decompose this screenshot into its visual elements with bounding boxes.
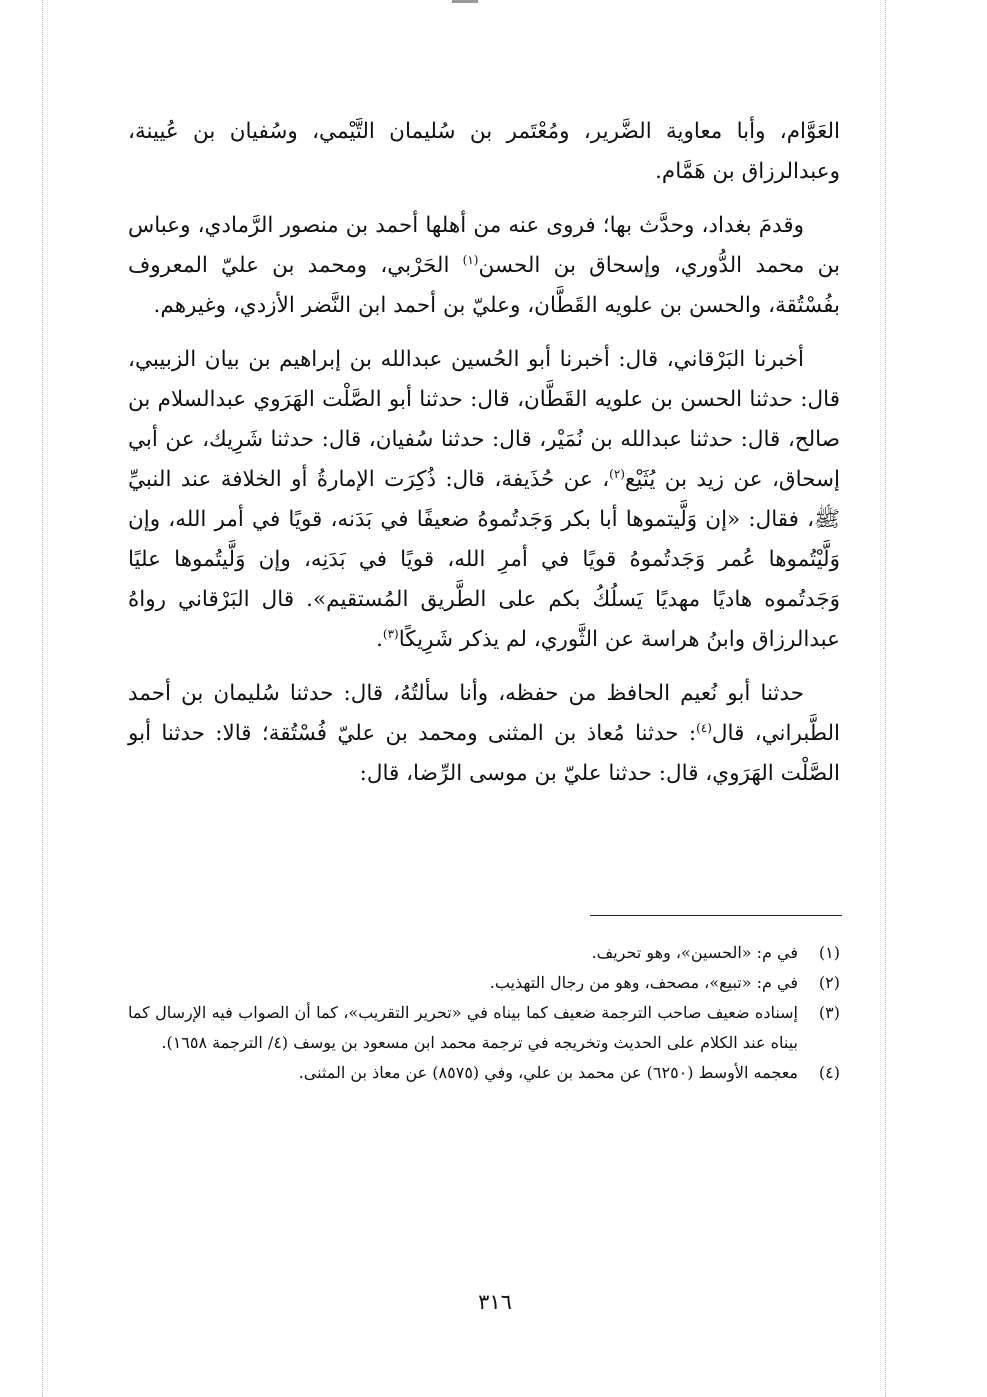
paragraph-4-text-b: : حدثنا مُعاذ بن المثنى ومحمد بن عليّ فُسْتُقة؛ قالا: حدثنا أبو الصَّلْت الهَرَوي، قال: حدثنا عليّ بن موسى الرِّضا، قال: [128, 721, 840, 786]
paragraph-3 [128, 340, 840, 660]
page-number: ٣١٦ [478, 1290, 512, 1314]
paragraph-3-text-b: ، عن حُذَيفة، قال: ذُكِرَت الإمارةُ أو الخلافة عند النبيِّ ﷺ، فقال: «إن وَلَّيتموها أبا بكر وَجَدتُموهُ ضعيفًا في بَدَنه، قويًا في أمر الله، وإن وَلَّيْتُموها عُمر وَجَدتُموهُ قويًا في أمرِ الله، قويًا في بَدَنِه، وإن وَلَّيتُموها عليًا وَجَدتُموه هاديًا مهديًا يَسلُكُ بكم على الطَّريق المُستقيم». قال البَرْقاني رواهُ عبدالرزاق وابنُ هراسة عن الثَّوري، لم يذكر شَرِيكًا [128, 467, 840, 652]
scan-guide-right [885, 0, 886, 1397]
footnote-2-number: (٢) [818, 973, 840, 992]
paragraph-2-text-a: وقدمَ بغداد، وحدَّث بها؛ فروى عنه من أهلها أحمد بن منصور الرَّمادي، وعباس بن محمد الدُّوري، وإسحاق بن الحسن [128, 213, 840, 278]
paragraph-2-text-b: الحَرْبي، ومحمد بن عليّ المعروف بفُسْتُقة، والحسن بن علويه القَطَّان، وعليّ بن أحمد ابن النَّضر الأزدي، وغيرهم. [128, 253, 840, 318]
footnote-4-number: (٤) [818, 1063, 840, 1082]
paragraph-1 [128, 112, 840, 192]
footnote-4 [128, 1058, 840, 1088]
paragraph-2 [128, 206, 840, 326]
footnote-3-text: إسناده ضعيف صاحب الترجمة ضعيف كما بيناه في «تحرير التقريب»، كما أن الصواب فيه الإرسال كما بيناه عند الكلام على الحديث وتخريجه في ترجمة محمد ابن مسعود بن يوسف (٤/ الترجمة ١٦٥٨). [128, 1003, 798, 1052]
paragraph-4-text-a: حدثنا أبو نُعيم الحافظ من حفظه، وأنا سألتُهُ، قال: حدثنا سُليمان بن أحمد الطَّبراني، قال [128, 681, 840, 746]
main-text [128, 112, 840, 808]
footnotes [128, 938, 840, 1088]
footnote-1 [128, 938, 840, 968]
footnote-separator [590, 915, 842, 916]
footnote-4-text: معجمه الأوسط (٦٢٥٠) عن محمد بن علي، وفي (٨٥٧٥) عن معاذ بن المثنى. [298, 1063, 798, 1082]
paragraph-1-text: العَوَّام، وأبا معاوية الضَّرير، ومُعْتَمر بن سُليمان التَّيْمي، وسُفيان بن عُيينة، وعبدالرزاق بن هَمَّام. [128, 119, 840, 184]
footnote-ref-4[interactable]: (٤) [696, 720, 712, 735]
footnote-2 [128, 968, 840, 998]
footnote-3 [128, 998, 840, 1058]
scan-guide-left [42, 0, 43, 1397]
paragraph-3-text-a: أخبرنا البَرْقاني، قال: أخبرنا أبو الحُسين عبدالله بن إبراهيم بن بيان الزبيبي، قال: حدثنا الحسن بن علويه القَطَّان، قال: حدثنا أبو الصَّلْت الهَرَوي عبدالسلام بن صالح، قال: حدثنا عبدالله بن نُمَيْر، قال: حدثنا سُفيان، قال: حدثنا شَرِيك، عن أبي إسحاق، عن زيد بن يُثَيْع [128, 347, 840, 492]
footnote-ref-3[interactable]: (٣) [382, 626, 399, 641]
scan-top-mark [452, 0, 478, 3]
paragraph-3-text-c: . [376, 627, 383, 652]
footnote-2-text: في م: «تبيع»، مصحف، وهو من رجال التهذيب. [489, 973, 798, 992]
paragraph-4 [128, 674, 840, 794]
footnote-ref-1[interactable]: (١) [462, 252, 479, 267]
footnote-1-number: (١) [818, 943, 840, 962]
footnote-1-text: في م: «الحسين»، وهو تحريف. [591, 943, 798, 962]
footnote-3-number: (٣) [818, 1003, 840, 1022]
footnote-ref-2[interactable]: (٢) [609, 466, 625, 481]
